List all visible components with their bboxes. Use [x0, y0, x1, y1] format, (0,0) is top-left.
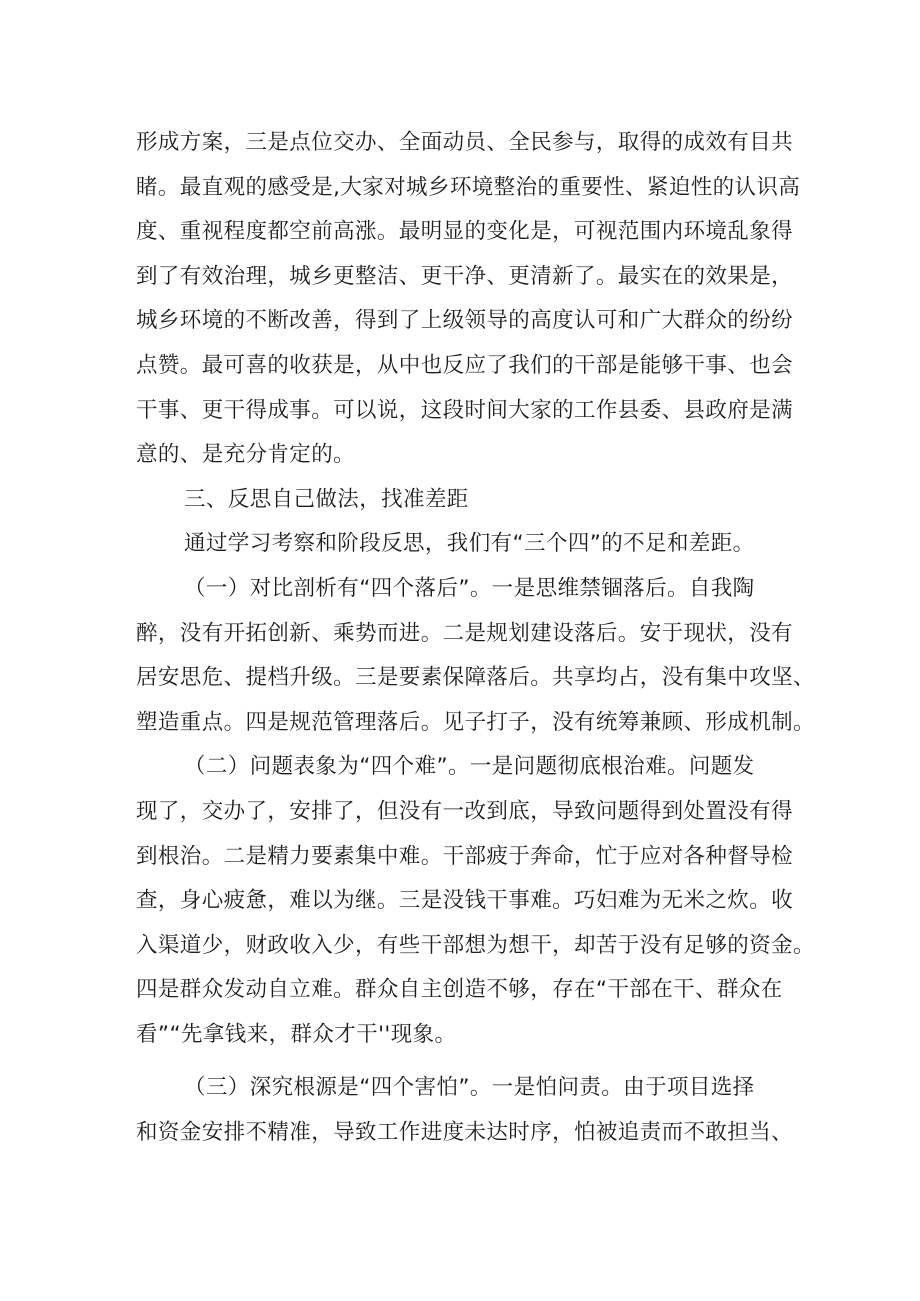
- text-line: 和资金安排不精准，导致工作进度未达时序，怕被追责而不敢担当、: [136, 1120, 794, 1146]
- text-line: 到了有效治理，城乡更整洁、更干净、更清新了。最实在的效果是，: [136, 263, 794, 289]
- text-line: 入渠道少，财政收入少，有些干部想为想干，却苦于没有足够的资金。: [136, 932, 815, 958]
- text-line: 通过学习考察和阶段反思，我们有“三个四”的不足和差距。: [184, 531, 755, 557]
- text-line: 醉，没有开拓创新、乘势而进。二是规划建设落后。安于现状，没有: [136, 620, 794, 646]
- text-line: 塑造重点。四是规范管理落后。见子打子，没有统筹兼顾、形成机制。: [136, 709, 815, 735]
- text-line: 四是群众发动自立难。群众自主创造不够，存在“干部在干、群众在: [136, 977, 783, 1003]
- text-line: 看”“先拿钱来，群众才干''现象。: [136, 1021, 457, 1047]
- text-line: 干事、更干得成事。可以说，这段时间大家的工作县委、县政府是满: [136, 397, 794, 423]
- document-body: [136, 121, 815, 1156]
- text-line: 点赞。最可喜的收获是，从中也反应了我们的干部是能够干事、也会: [136, 352, 794, 378]
- text-line: 三、反思自己做法，找准差距: [184, 486, 469, 512]
- text-line: 居安思危、提档升级。三是要素保障落后。共享均占，没有集中攻坚、: [136, 665, 815, 691]
- text-line: 睹。最直观的感受是,大家对城乡环境整治的重要性、紧迫性的认识高: [136, 174, 801, 200]
- text-line: 意的、是充分肯定的。: [136, 442, 356, 468]
- text-line: （三）深究根源是“四个害怕”。一是怕问责。由于项目选择: [184, 1075, 755, 1101]
- text-line: 现了，交办了，安排了，但没有一改到底，导致问题得到处置没有得: [136, 798, 794, 824]
- text-line: （二）问题表象为“四个难”。一是问题彻底根治难。问题发: [184, 754, 755, 780]
- text-line: 城乡环境的不断改善，得到了上级领导的高度认可和广大群众的纷纷: [136, 308, 794, 334]
- text-line: 查，身心疲惫，难以为继。三是没钱干事难。巧妇难为无米之炊。收: [136, 888, 794, 914]
- text-line: 度、重视程度都空前高涨。最明显的变化是，可视范围内环境乱象得: [136, 219, 794, 245]
- text-line: 形成方案，三是点位交办、全面动员、全民参与，取得的成效有目共: [136, 130, 794, 155]
- text-line: 到根治。二是精力要素集中难。干部疲于奔命，忙于应对各种督导检: [136, 843, 794, 869]
- text-line: （一）对比剖析有“四个落后”。一是思维禁锢落后。自我陶: [184, 575, 755, 601]
